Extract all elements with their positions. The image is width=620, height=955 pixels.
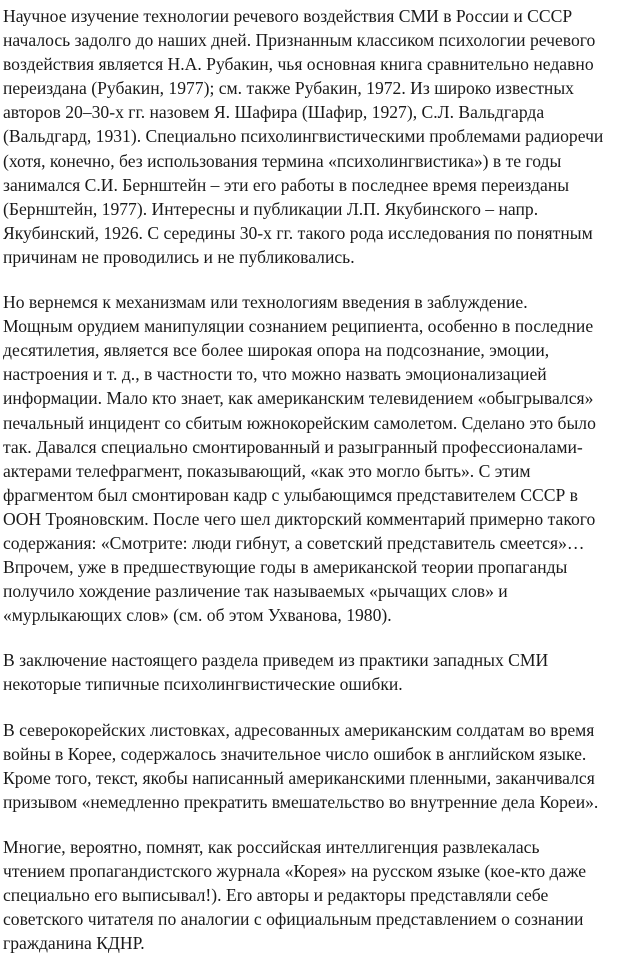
paragraph-4: [3, 718, 620, 814]
paragraph-spacer: [3, 814, 620, 835]
text-line: специально его выписывал!). Его авторы и редакторы представляли себе: [3, 885, 549, 906]
text-line: десятилетия, является все более широкая опора на подсознание, эмоции,: [3, 340, 550, 361]
text-line: (Вальдгард, 1931). Специально психолингвистическими проблемами радиоречи: [3, 126, 604, 147]
text-line: информации. Мало кто знает, как американским телевидением «обыгрывался»: [3, 388, 594, 409]
text-line: Якубинский, 1926. С середины 30-х гг. такого рода исследования по понятным: [3, 222, 593, 243]
text-line: В заключение настоящего раздела приведем из практики западных СМИ: [3, 650, 549, 671]
text-line: переиздана (Рубакин, 1977); см. также Рубакин, 1972. Из широко известных: [3, 78, 574, 99]
text-line: занимался С.И. Бернштейн – эти его работы в последнее время переизданы: [3, 174, 570, 195]
text-line: призывом «немедленно прекратить вмешательство во внутренние дела Кореи».: [3, 791, 599, 812]
paragraph-2: [3, 290, 620, 627]
text-line: Кроме того, текст, якобы написанный американскими пленными, заканчивался: [3, 767, 595, 788]
text-line: чтением пропагандистского журнала «Корея» на русском языке (кое-кто даже: [3, 861, 587, 881]
text-line: печальный инцидент со сбитым южнокорейским самолетом. Сделано это было: [3, 412, 596, 433]
text-line: фрагментом был смонтирован кадр с улыбающимся представителем СССР в: [3, 484, 578, 505]
text-line: началось задолго до наших дней. Признанным классиком психологии речевого: [3, 30, 596, 51]
text-line: гражданина КДНР.: [3, 933, 145, 954]
paragraph-spacer: [3, 627, 620, 648]
text-line: авторов 20–30-х гг. назовем Я. Шафира (Шафир, 1927), С.Л. Вальдгарда: [3, 102, 545, 123]
text-line: некоторые типичные психолингвистические ошибки.: [3, 674, 403, 695]
text-line: В северокорейских листовках, адресованных американским солдатам во время: [3, 719, 595, 740]
text-line: (Бернштейн, 1977). Интересны и публикации Л.П. Якубинского – напр.: [3, 198, 539, 219]
paragraph-5: [3, 835, 620, 955]
paragraph-3: [3, 648, 620, 696]
text-line: Научное изучение технологии речевого воздействия СМИ в России и СССР: [3, 6, 573, 26]
text-line: так. Давался специально смонтированный и разыгранный профессионалами-: [3, 436, 583, 457]
text-line: Многие, вероятно, помнят, как российская интеллигенция развлекалась: [3, 836, 540, 857]
text-line: «мурлыкающих слов» (см. об этом Ухванова, 1980).: [3, 605, 392, 626]
paragraph-1: [3, 4, 620, 269]
text-line: Впрочем, уже в предшествующие годы в американской теории пропаганды: [3, 557, 568, 578]
text-line: войны в Корее, содержалось значительное число ошибок в английском языке.: [3, 743, 587, 764]
text-line: советского читателя по аналогии с официальным представлением о сознании: [3, 909, 584, 930]
paragraph-spacer: [3, 269, 620, 290]
text-line: настроения и т. д., в частности то, что можно назвать эмоционализацией: [3, 364, 547, 385]
text-line: причинам не проводились и не публиковались.: [3, 246, 355, 267]
text-line: актерами телефрагмент, показывающий, «как это могло быть». С этим: [3, 460, 531, 481]
text-line: Но вернемся к механизмам или технологиям введения в заблуждение.: [3, 292, 528, 313]
text-line: ООН Трояновским. После чего шел дикторский комментарий примерно такого: [3, 508, 596, 529]
text-line: (хотя, конечно, без использования термина «психолингвистика») в те годы: [3, 150, 562, 171]
paragraph-spacer: [3, 697, 620, 718]
text-line: получило хождение различение так называемых «рычащих слов» и: [3, 581, 508, 602]
text-line: воздействия является Н.А. Рубакин, чья основная книга сравнительно недавно: [3, 54, 594, 75]
text-line: содержания: «Смотрите: люди гибнут, а советский представитель смеется»…: [3, 532, 585, 553]
text-line: Мощным орудием манипуляции сознанием реципиента, особенно в последние: [3, 316, 594, 337]
